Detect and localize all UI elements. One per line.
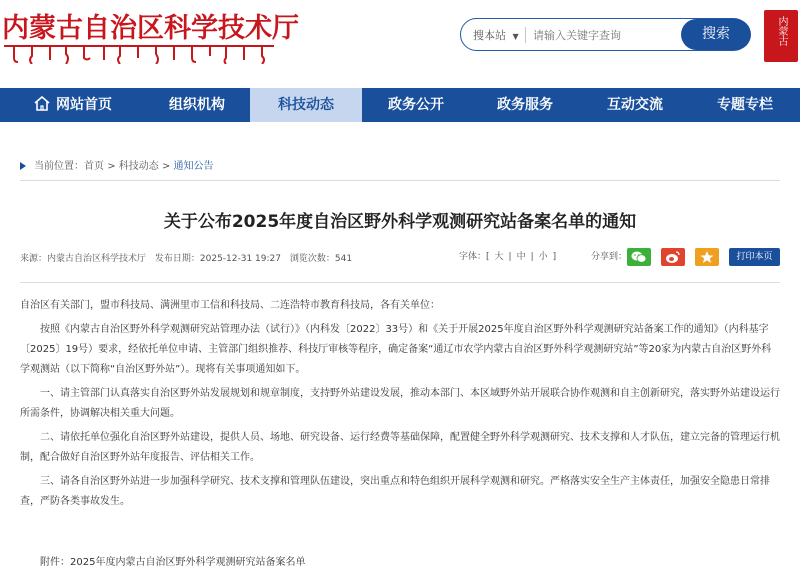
print-button[interactable]: 打印本页 xyxy=(729,248,780,266)
breadcrumb-separator: > xyxy=(107,161,116,172)
article-paragraph: 自治区有关部门，盟市科技局、满洲里市工信和科技局、二连浩特市教育科技局，各有关单位： xyxy=(20,300,440,311)
star-icon xyxy=(699,250,715,264)
search-scope-select[interactable] xyxy=(473,27,519,43)
font-size-large-button[interactable]: 大 xyxy=(494,252,504,262)
article-paragraph: 一、请主管部门认真落实自治区野外站发展规划和规章制度，支持野外站建设发展，推动本部门、本区域野外站开展联合协作观测和自主创新研究，落实野外站建设运行所需条件，协调解决相关重大问题。 xyxy=(20,388,780,419)
main-nav xyxy=(0,88,800,122)
breadcrumb-separator: > xyxy=(161,161,171,172)
breadcrumb-divider xyxy=(20,180,780,181)
breadcrumb-notices[interactable]: 通知公告 xyxy=(173,161,214,172)
share-favorite-button[interactable] xyxy=(695,248,719,266)
breadcrumb xyxy=(20,157,214,172)
caret-down-icon: ▼ xyxy=(512,32,519,41)
nav-item-special-topics[interactable]: 专题专栏 xyxy=(717,97,773,113)
search-scope-label: 搜本站 xyxy=(473,29,506,42)
attachment-link[interactable]: 附件：2025年度内蒙古自治区野外科学观测研究站备案名单 xyxy=(40,557,306,568)
font-size-control: 字体：[ 大 | 中 | 小 ] xyxy=(459,252,557,262)
font-size-medium-button[interactable]: 中 xyxy=(516,252,526,262)
nav-item-gov-services[interactable]: 政务服务 xyxy=(497,97,553,113)
emblem-seal xyxy=(764,10,798,62)
article-views: 浏览次数：541 xyxy=(289,254,353,264)
site-title[interactable]: 内蒙古自治区科学技术厅 xyxy=(2,13,299,44)
nav-item-organization[interactable]: 组织机构 xyxy=(169,97,225,113)
article-paragraph: 按照《内蒙古自治区野外科学观测研究站管理办法（试行）》（内科发〔2022〕33号）和《关于开展2025年度自治区野外科学观测研究站备案工作的通知》（内科基字〔2025〕19号）要求，经依托单位申请、主管部门组织推荐、科技厅审核等程序，确定备案“通辽市农学内蒙古自治区野外科学观测研究站”等20家为内蒙古自治区野外科学观测站（以下简称“自治区野外站”）。现将有关事项通知如下。 xyxy=(20,324,772,375)
wechat-icon xyxy=(631,250,647,264)
site-header xyxy=(0,0,800,88)
share-label: 分享到： xyxy=(591,252,628,262)
article-meta xyxy=(20,251,358,264)
article-source: 来源：内蒙古自治区科学技术厅 xyxy=(20,254,147,264)
share-wechat-button[interactable] xyxy=(627,248,651,266)
article-paragraph: 二、请依托单位强化自治区野外站建设，提供人员、场地、研究设备、运行经费等基础保障，配置健全野外科学观测研究、技术支撑和人才队伍，建立完备的管理运行机制，配合做好自治区野外站年度报告、评估相关工作。 xyxy=(20,432,780,463)
breadcrumb-home[interactable]: 首页 xyxy=(84,161,104,172)
article-title: 关于公布2025年度自治区野外科学观测研究站备案名单的通知 xyxy=(163,212,637,232)
article-paragraph: 三、请各自治区野外站进一步加强科学研究、技术支撑和管理队伍建设，突出重点和特色组织开展科学观测和研究。严格落实安全生产主体责任，加强安全隐患日常排查，严防各类事故发生。 xyxy=(20,476,770,507)
mongolian-script-decoration xyxy=(4,42,274,64)
nav-item-label: 网站首页 xyxy=(56,97,112,113)
nav-item-home[interactable] xyxy=(0,88,146,122)
breadcrumb-prefix: 当前位置： xyxy=(34,161,84,172)
home-icon xyxy=(34,96,50,111)
article-date: 发布日期：2025-12-31 19:27 xyxy=(154,254,281,264)
article-body xyxy=(20,296,780,516)
font-size-label: 字体：[ xyxy=(459,252,490,262)
breadcrumb-arrow-icon xyxy=(20,162,26,170)
nav-item-gov-affairs[interactable]: 政务公开 xyxy=(388,97,444,113)
search-button[interactable]: 搜索 xyxy=(681,19,751,50)
share-weibo-button[interactable] xyxy=(661,248,685,266)
search-input[interactable] xyxy=(533,25,683,45)
nav-item-interaction[interactable]: 互动交流 xyxy=(607,97,663,113)
nav-item-tech-news[interactable]: 科技动态 xyxy=(250,88,362,122)
breadcrumb-tech-news[interactable]: 科技动态 xyxy=(118,161,159,172)
font-size-small-button[interactable]: 小 xyxy=(538,252,548,262)
seal-text: 内蒙古 xyxy=(776,16,787,46)
font-size-close: ] xyxy=(552,252,557,262)
search-divider xyxy=(525,27,526,43)
weibo-icon xyxy=(665,250,681,264)
meta-divider xyxy=(20,282,780,283)
